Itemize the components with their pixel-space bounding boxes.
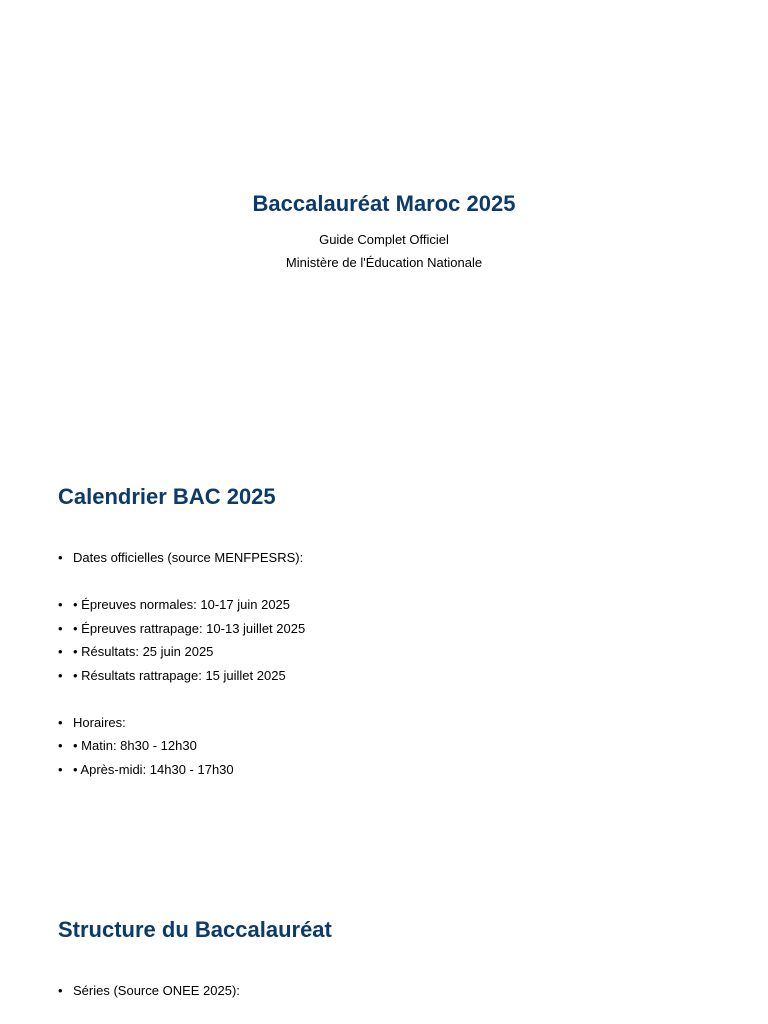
list-item [58, 711, 305, 735]
structure-list [58, 979, 240, 1003]
date-makeup-results: • Résultats rattrapage: 15 juillet 2025 [73, 667, 286, 683]
bullet-icon: • [58, 667, 63, 683]
calendar-intro: Dates officielles (source MENFPESRS): [73, 550, 304, 565]
hours-morning: • Matin: 8h30 - 12h30 [73, 738, 197, 753]
list-item [58, 664, 305, 688]
list-item [58, 640, 305, 664]
list-item [58, 617, 305, 641]
document-subtitle: Guide Complet Officiel [319, 232, 449, 247]
bullet-icon: • [58, 738, 63, 753]
hours-afternoon: • Après-midi: 14h30 - 17h30 [73, 761, 234, 777]
list-spacer [58, 570, 305, 594]
date-results: • Résultats: 25 juin 2025 [73, 644, 214, 659]
date-makeup-exams: • Épreuves rattrapage: 10-13 juillet 2025 [73, 620, 306, 636]
bullet-icon: • [58, 714, 63, 730]
list-item [58, 758, 305, 782]
series-intro: Séries (Source ONEE 2025): [73, 983, 240, 998]
list-item [58, 979, 240, 1003]
bullet-icon: • [58, 550, 63, 565]
date-normal-exams: • Épreuves normales: 10-17 juin 2025 [73, 597, 291, 612]
calendar-list [58, 546, 305, 781]
bullet-icon: • [58, 644, 63, 659]
list-item [58, 546, 305, 570]
bullet-icon: • [58, 761, 63, 777]
hours-label: Horaires: [73, 714, 126, 730]
ministry-name: Ministère de l'Éducation Nationale [285, 255, 483, 270]
bullet-icon: • [58, 983, 63, 998]
bullet-icon: • [58, 620, 63, 636]
list-item [58, 734, 305, 758]
structure-heading: Structure du Baccalauréat [58, 917, 332, 942]
document-title: Baccalauréat Maroc 2025 [252, 191, 516, 216]
bullet-icon: • [58, 597, 63, 612]
list-item [58, 593, 305, 617]
cover-block [0, 188, 768, 274]
calendar-heading: Calendrier BAC 2025 [58, 484, 276, 509]
list-spacer [58, 687, 305, 711]
